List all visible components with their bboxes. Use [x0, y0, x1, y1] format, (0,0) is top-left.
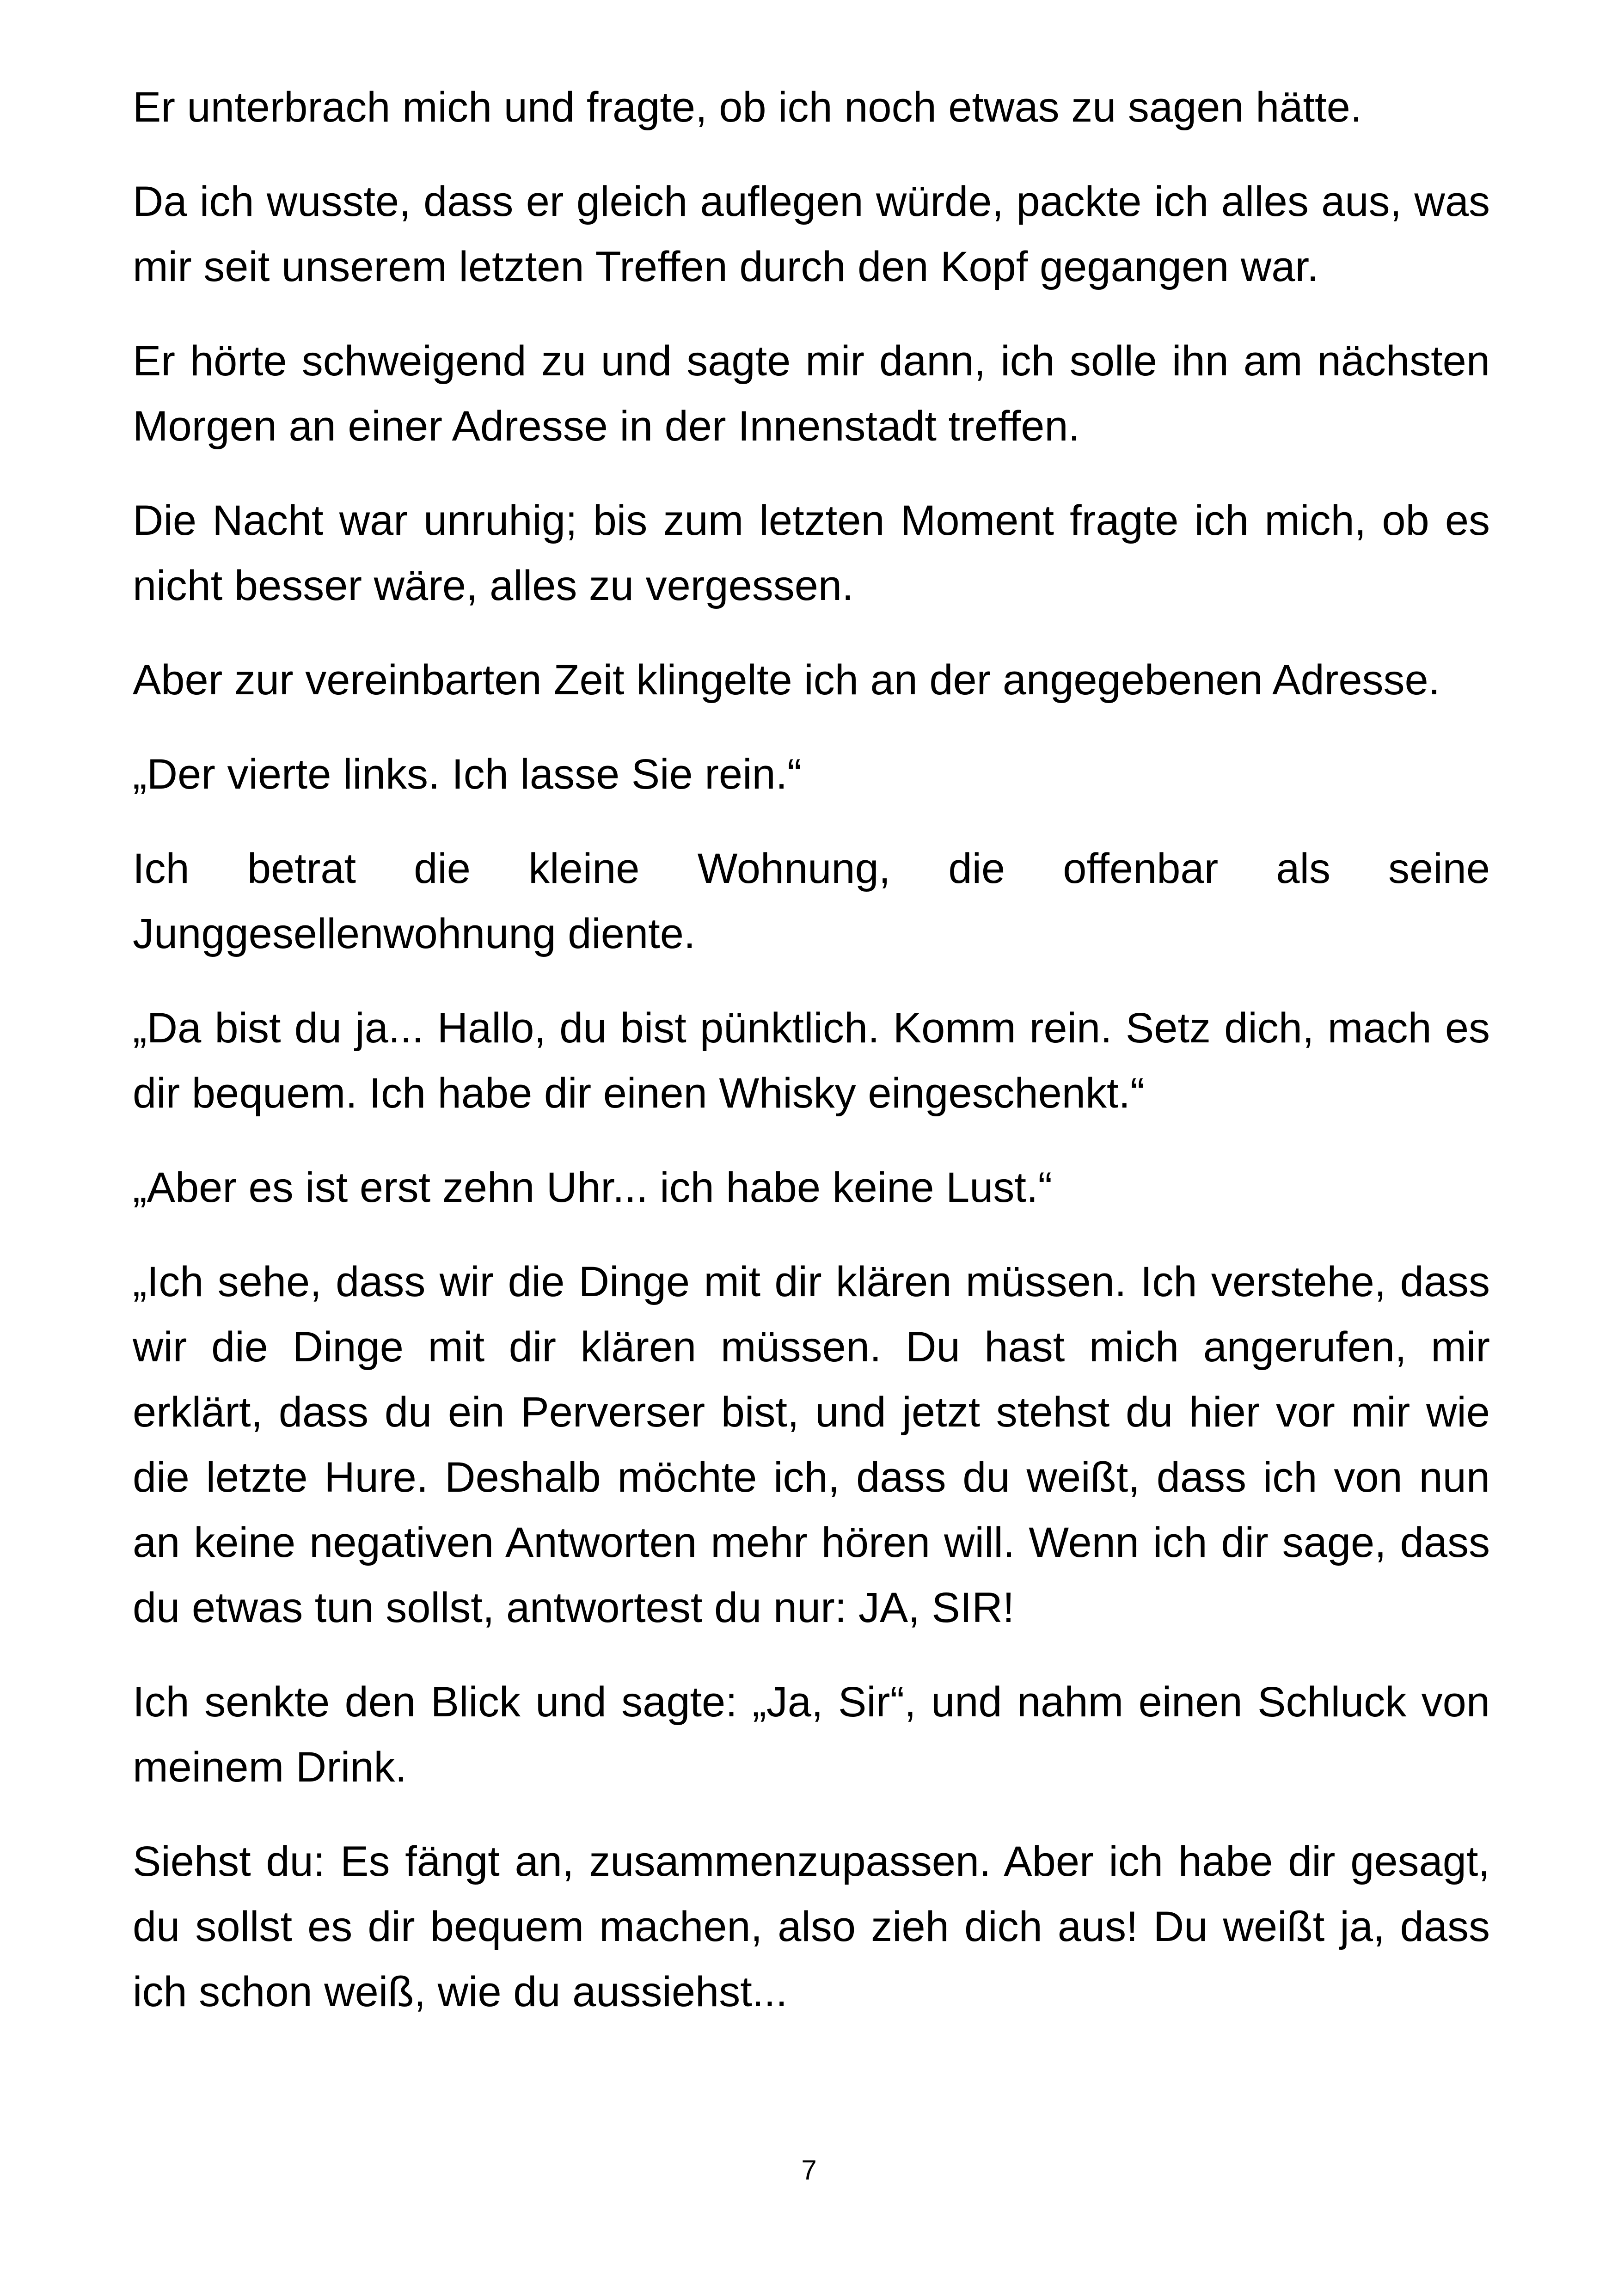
paragraph-8: „Da bist du ja... Hallo, du bist pünktlich. Komm rein. Setz dich, mach es dir bequem. Ich habe dir einen Whisky eingeschenkt.“	[133, 1004, 1490, 1117]
body-text	[133, 75, 1490, 2054]
paragraph-12: Siehst du: Es fängt an, zusammenzupassen. Aber ich habe dir gesagt, du sollst es dir bequem machen, also zieh dich aus! Du weißt ja, dass ich schon weiß, wie du aussiehst...	[133, 1838, 1490, 2015]
paragraph-5: Aber zur vereinbarten Zeit klingelte ich an der angegebenen Adresse.	[133, 656, 1440, 704]
page-number: 7	[801, 2155, 817, 2186]
paragraph-10: „Ich sehe, dass wir die Dinge mit dir klären müssen. Ich verstehe, dass wir die Dinge mit dir klären müssen. Du hast mich angerufen, mir erklärt, dass du ein Perverser bist, und jetzt stehst du hier vor mir wie die letzte Hure. Deshalb möchte ich, dass du weißt, dass ich von nun an keine negativen Antworten mehr hören will. Wenn ich dir sage, dass du etwas tun sollst, antwortest du nur: JA, SIR!	[133, 1258, 1490, 1631]
paragraph-7: Ich betrat die kleine Wohnung, die offenbar als seine Junggesellenwohnung diente.	[133, 845, 1490, 957]
paragraph-2: Da ich wusste, dass er gleich auflegen würde, packte ich alles aus, was mir seit unserem letzten Treffen durch den Kopf gegangen war.	[133, 178, 1490, 290]
paragraph-3: Er hörte schweigend zu und sagte mir dann, ich solle ihn am nächsten Morgen an einer Adresse in der Innenstadt treffen.	[133, 337, 1490, 450]
paragraph-6: „Der vierte links. Ich lasse Sie rein.“	[133, 751, 802, 798]
paragraph-9: „Aber es ist erst zehn Uhr... ich habe keine Lust.“	[133, 1164, 1053, 1211]
paragraph-1: Er unterbrach mich und fragte, ob ich noch etwas zu sagen hätte.	[133, 84, 1362, 131]
paragraph-4: Die Nacht war unruhig; bis zum letzten Moment fragte ich mich, ob es nicht besser wäre, alles zu vergessen.	[133, 497, 1490, 609]
paragraph-11: Ich senkte den Blick und sagte: „Ja, Sir“, und nahm einen Schluck von meinem Drink.	[133, 1678, 1490, 1791]
